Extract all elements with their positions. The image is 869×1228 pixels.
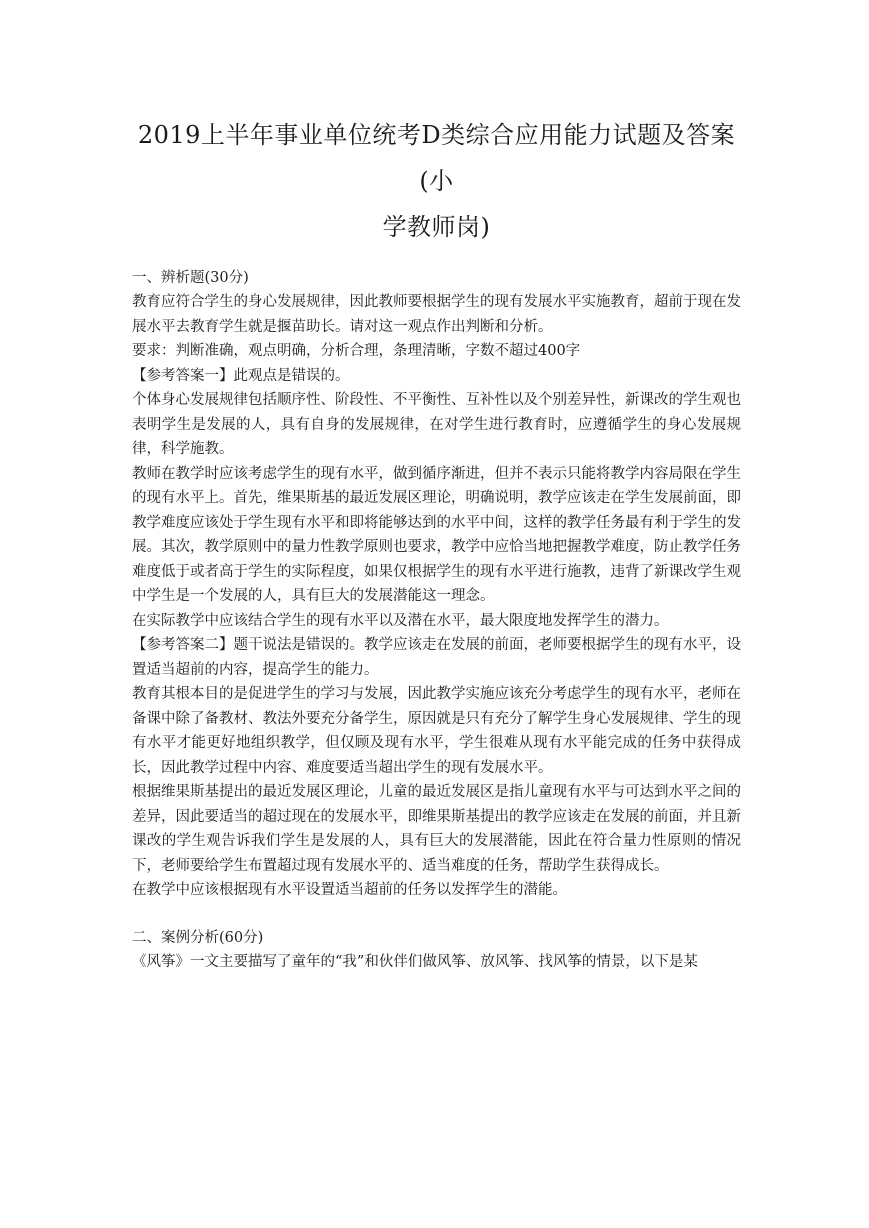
answer-1-paragraph-2: 教师在教学时应该考虑学生的现有水平，做到循序渐进，但并不表示只能将教学内容局限在学生的现有水平上。首先，维果斯基的最近发展区理论，明确说明，教学应该走在学生发展前面，即教学难度应该处于学生现有水平和即将能够达到的水平中间，这样的教学任务最有利于学生的发展。其次，教学原则中的量力性教学原则也要求，教学中应恰当地把握教学难度，防止教学任务难度低于或者高于学生的实际程度，如果仅根据学生的现有水平进行施教，违背了新课改学生观中学生是一个发展的人，具有巨大的发展潜能这一理念。 xyxy=(132,465,741,604)
answer-2-paragraph-1: 教育其根本目的是促进学生的学习与发展，因此教学实施应该充分考虑学生的现有水平，老师在备课中除了备教材、教法外要充分备学生，原因就是只有充分了解学生身心发展规律、学生的现有水平才能更好地组织教学，但仅顾及现有水平，学生很难从现有水平能完成的任务中获得成长，因此教学过程中内容、难度要适当超出学生的现有发展水平。 xyxy=(132,686,741,776)
section-2-heading: 二、案例分析(60分) xyxy=(132,929,264,946)
section-1-heading: 一、辨析题(30分) xyxy=(132,270,249,286)
answer-1-paragraph-3: 在实际教学中应该结合学生的现有水平以及潜在水平，最大限度地发挥学生的潜力。 xyxy=(132,612,669,629)
answer-1-paragraph-1: 个体身心发展规律包括顺序性、阶段性、不平衡性、互补性以及个别差异性，新课改的学生观也表明学生是发展的人，具有自身的发展规律，在对学生进行教育时，应遵循学生的身心发展规律，科学施教。 xyxy=(132,392,741,457)
answer-2-paragraph-3: 在教学中应该根据现有水平设置适当超前的任务以发挥学生的潜能。 xyxy=(132,882,567,898)
requirement-text: 要求：判断准确，观点明确，分析合理，条理清晰，字数不超过400字 xyxy=(132,343,581,359)
title-line-2: 学教师岗) xyxy=(382,213,491,241)
answer-2-label: 【参考答案二】题干说法是错误的。教学应该走在发展的前面，老师要根据学生的现有水平，设置适当超前的内容，提高学生的能力。 xyxy=(132,637,741,678)
document-title xyxy=(132,112,741,250)
case-intro-text: 《风筝》一文主要描写了童年的“我”和伙伴们做风筝、放风筝、找风筝的情景，以下是某 xyxy=(132,953,698,970)
answer-2-paragraph-2: 根据维果斯基提出的最近发展区理论，儿童的最近发展区是指儿童现有水平与可达到水平之间的差异，因此要适当的超过现在的发展水平，即维果斯基提出的教学应该走在发展的前面，并且新课改的学生观告诉我们学生是发展的人，具有巨大的发展潜能，因此在符合量力性原则的情况下，老师要给学生布置超过现有发展水平的、适当难度的任务，帮助学生获得成长。 xyxy=(132,784,741,874)
title-line-1: 2019上半年事业单位统考D类综合应用能力试题及答案(小 xyxy=(137,121,736,195)
question-text: 教育应符合学生的身心发展规律，因此教师要根据学生的现有发展水平实施教育，超前于现在发展水平去教育学生就是揠苗助长。请对这一观点作出判断和分析。 xyxy=(132,294,741,335)
answer-1-label: 【参考答案一】此观点是错误的。 xyxy=(132,367,350,384)
